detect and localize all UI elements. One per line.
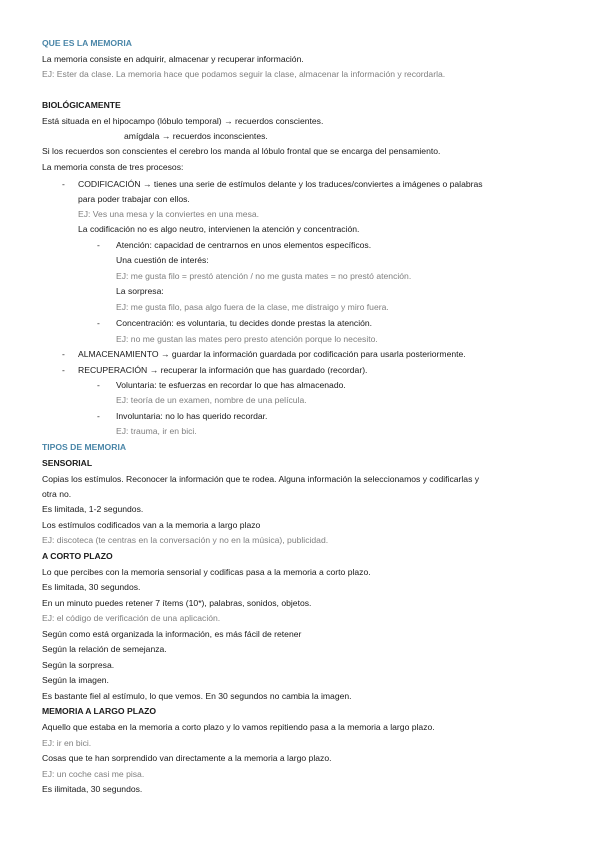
sensorial-example: EJ: discoteca (te centras en la conversación y no en la música), publicidad. xyxy=(42,535,329,545)
voluntaria-example: EJ: teoría de un examen, nombre de una película. xyxy=(116,395,307,405)
corto-fiel: Es bastante fiel al estímulo, lo que vemos. En 30 segundos no cambia la imagen. xyxy=(42,691,352,701)
codificacion-line-2: para poder trabajar con ellos. xyxy=(78,194,190,204)
sensorial-line-2: otra no. xyxy=(42,489,72,499)
paragraph-hipocampo: Está situada en el hipocampo (lóbulo temporal) → recuerdos conscientes. xyxy=(42,116,324,126)
sensorial-limitada: Es limitada, 1-2 segundos. xyxy=(42,504,144,514)
corto-imagen: Según la imagen. xyxy=(42,675,109,685)
corto-line-1: Lo que percibes con la memoria sensorial y codificas pasa a la memoria a corto plazo. xyxy=(42,567,371,577)
involuntaria-line: Involuntaria: no lo has querido recordar. xyxy=(116,411,268,421)
corto-semejanza: Según la relación de semejanza. xyxy=(42,644,167,654)
heading-sensorial: SENSORIAL xyxy=(42,458,93,468)
bullet-dash: - xyxy=(97,380,100,390)
bullet-dash: - xyxy=(62,179,65,189)
largo-example-2: EJ: un coche casi me pisa. xyxy=(42,769,145,779)
corto-organizada: Según como está organizada la información, es más fácil de retener xyxy=(42,629,302,639)
codificacion-example: EJ: Ves una mesa y la conviertes en una mesa. xyxy=(78,209,260,219)
paragraph-definition: La memoria consiste en adquirir, almacenar y recuperar información. xyxy=(42,54,304,64)
atencion-line: Atención: capacidad de centrarnos en unos elementos específicos. xyxy=(116,240,372,250)
largo-example-1: EJ: ir en bici. xyxy=(42,738,92,748)
heading-tipos-de-memoria: TIPOS DE MEMORIA xyxy=(42,442,127,452)
corto-sorpresa: Según la sorpresa. xyxy=(42,660,115,670)
corto-example: EJ: el código de verificación de una aplicación. xyxy=(42,613,221,623)
bullet-dash: - xyxy=(62,365,65,375)
heading-corto-plazo: A CORTO PLAZO xyxy=(42,551,113,561)
sorpresa-line: La sorpresa: xyxy=(116,286,164,296)
sensorial-codificados: Los estímulos codificados van a la memoria a largo plazo xyxy=(42,520,261,530)
paragraph-tres-procesos: La memoria consta de tres procesos: xyxy=(42,162,184,172)
heading-largo-plazo: MEMORIA A LARGO PLAZO xyxy=(42,706,157,716)
codificacion-neutro: La codificación no es algo neutro, intervienen la atención y concentración. xyxy=(78,224,360,234)
heading-biologicamente: BIOLÓGICAMENTE xyxy=(42,100,121,110)
corto-items: En un minuto puedes retener 7 ítems (10*), palabras, sonidos, objetos. xyxy=(42,598,312,608)
sorpresa-example: EJ: me gusta filo, pasa algo fuera de la clase, me distraigo y miro fuera. xyxy=(116,302,389,312)
bullet-dash: - xyxy=(97,411,100,421)
bullet-dash: - xyxy=(97,240,100,250)
paragraph-recuerdos-conscientes: Si los recuerdos son conscientes el cerebro los manda al lóbulo frontal que se encarga del pensamiento. xyxy=(42,146,441,156)
almacenamiento-line: ALMACENAMIENTO → guardar la información guardada por codificación para usarla posteriormente. xyxy=(78,349,466,359)
interes-example: EJ: me gusta filo = prestó atención / no me gusta mates = no prestó atención. xyxy=(116,271,412,281)
involuntaria-example: EJ: trauma, ir en bici. xyxy=(116,426,197,436)
largo-line-2: Cosas que te han sorprendido van directamente a la memoria a largo plazo. xyxy=(42,753,332,763)
sensorial-line-1: Copias los estímulos. Reconocer la información que te rodea. Alguna información la seleccionamos y codificarlas y xyxy=(42,474,480,484)
heading-que-es-la-memoria: QUE ES LA MEMORIA xyxy=(42,38,132,48)
bullet-dash: - xyxy=(97,318,100,328)
recuperacion-line: RECUPERACIÓN → recuperar la información que has guardado (recordar). xyxy=(78,365,368,375)
concentracion-line: Concentración: es voluntaria, tu decides donde prestas la atención. xyxy=(116,318,373,328)
corto-limitada: Es limitada, 30 segundos. xyxy=(42,582,141,592)
concentracion-example: EJ: no me gustan las mates pero presto atención porque lo necesito. xyxy=(116,334,378,344)
example-definition: EJ: Ester da clase. La memoria hace que podamos seguir la clase, almacenar la información y recordarla. xyxy=(42,69,446,79)
paragraph-amigdala: amígdala → recuerdos inconscientes. xyxy=(124,131,268,141)
largo-line-1: Aquello que estaba en la memoria a corto plazo y lo vamos repitiendo pasa a la memoria a largo plazo. xyxy=(42,722,435,732)
voluntaria-line: Voluntaria: te esfuerzas en recordar lo que has almacenado. xyxy=(116,380,346,390)
largo-ilimitada: Es ilimitada, 30 segundos. xyxy=(42,784,143,794)
bullet-dash: - xyxy=(62,349,65,359)
interes-line: Una cuestión de interés: xyxy=(116,255,209,265)
codificacion-line-1: CODIFICACIÓN → tienes una serie de estímulos delante y los traduces/conviertes a imágenes o palabras xyxy=(78,179,483,189)
